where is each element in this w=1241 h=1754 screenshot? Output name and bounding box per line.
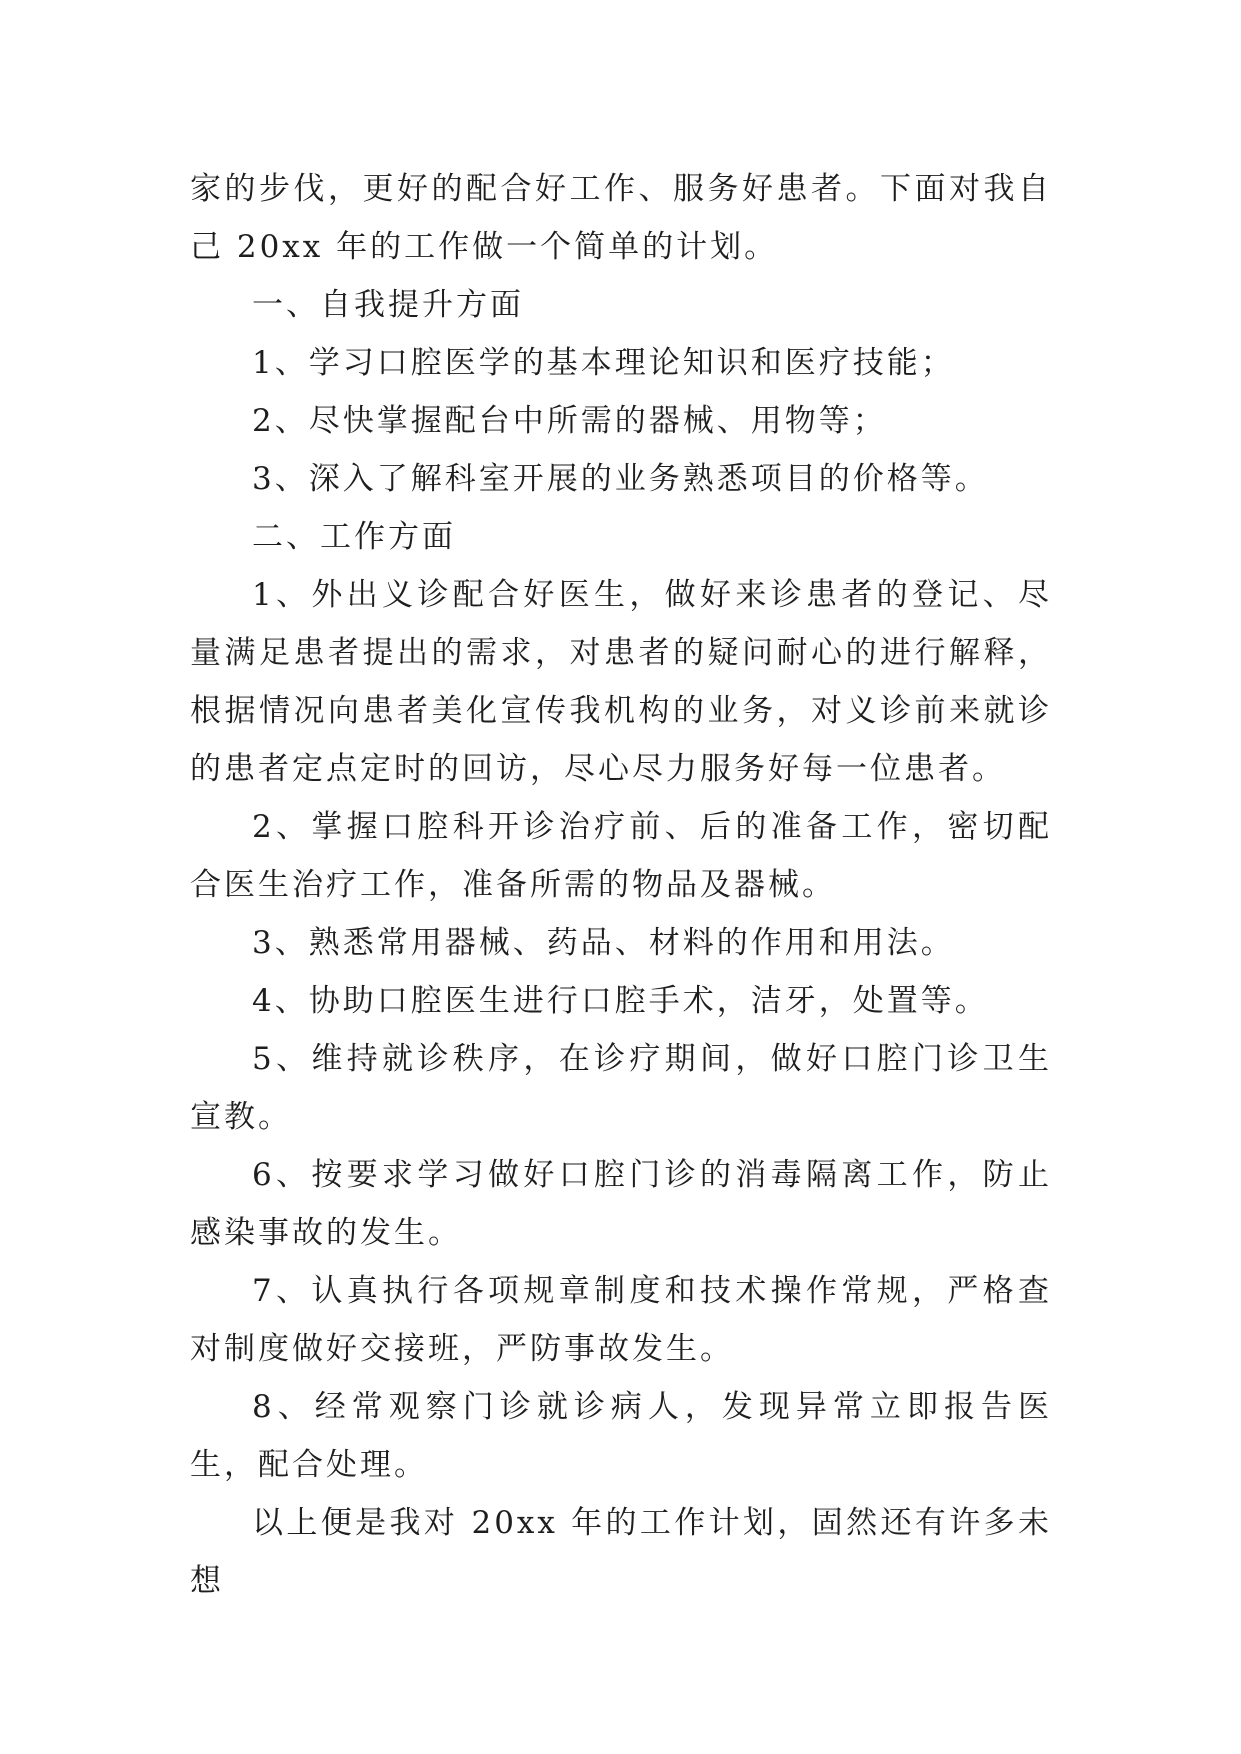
document-body <box>190 160 1052 1610</box>
list-item: 8、经常观察门诊就诊病人，发现异常立即报告医生，配合处理。 <box>190 1389 1052 1483</box>
list-item: 5、维持就诊秩序，在诊疗期间，做好口腔门诊卫生宣教。 <box>190 1041 1052 1135</box>
list-item: 2、掌握口腔科开诊治疗前、后的准备工作，密切配合医生治疗工作，准备所需的物品及器械。 <box>190 809 1052 903</box>
list-item: 1、学习口腔医学的基本理论知识和医疗技能； <box>252 345 955 381</box>
list-item: 1、外出义诊配合好医生，做好来诊患者的登记、尽量满足患者提出的需求，对患者的疑问耐心的进行解释，根据情况向患者美化宣传我机构的业务，对义诊前来就诊的患者定点定时的回访，尽心尽力服务好每一位患者。 <box>190 577 1052 787</box>
list-item: 6、按要求学习做好口腔门诊的消毒隔离工作，防止感染事故的发生。 <box>190 1157 1052 1251</box>
list-item: 3、熟悉常用器械、药品、材料的作用和用法。 <box>252 925 955 961</box>
list-item: 3、深入了解科室开展的业务熟悉项目的价格等。 <box>252 461 989 497</box>
section-heading-work: 二、工作方面 <box>252 519 456 555</box>
paragraph-intro-continuation: 家的步伐，更好的配合好工作、服务好患者。下面对我自己 20xx 年的工作做一个简单的计划。 <box>190 171 1052 265</box>
paragraph-conclusion: 以上便是我对 20xx 年的工作计划，固然还有许多未想 <box>190 1505 1052 1599</box>
section-heading-self-improvement: 一、自我提升方面 <box>252 287 524 323</box>
list-item: 4、协助口腔医生进行口腔手术，洁牙，处置等。 <box>252 983 989 1019</box>
list-item: 7、认真执行各项规章制度和技术操作常规，严格查对制度做好交接班，严防事故发生。 <box>190 1273 1052 1367</box>
list-item: 2、尽快掌握配台中所需的器械、用物等； <box>252 403 887 439</box>
